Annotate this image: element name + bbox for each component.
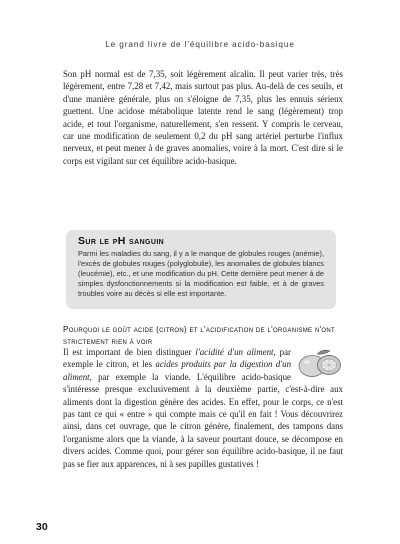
section-heading: Pourquoi le goût acide (citron) et l'acidification de l'organisme n'ont strictement rien à voir	[63, 325, 335, 346]
paragraph-text: Il est important de bien distinguer	[63, 347, 196, 357]
running-head: Le grand livre de l'équilibre acido-basique	[105, 40, 295, 49]
info-box-title: Sur le pH sanguin	[78, 235, 165, 247]
emphasis-text: acides produits par la digestion d'un aliment	[63, 359, 292, 382]
emphasis-text: l'acidité d'un aliment	[195, 347, 274, 357]
paragraph-text: , par exemple le citron, et les	[63, 347, 291, 370]
info-box	[66, 230, 336, 309]
info-box-text: Parmi les maladies du sang, il y a le manque de globules rouges (anémie), l'excès de globules rouges (polyglobulie), les anomalies de globules blancs (leucémie), etc., et une modification du pH. Cette dernière peut mener à de simples dysfonctionnements si la modification est faible, et à de graves troubles voire au décès si elle est importante.	[78, 249, 324, 298]
page-number: 30	[36, 521, 48, 533]
lemon-illustration	[297, 346, 343, 380]
section-paragraph	[63, 346, 343, 470]
paragraph-text: , par exemple la viande. L'équilibre acido-basique s'intéresse presque exclusivement à la deuxième partie, c'est-à-dire aux aliments dont la digestion génère des acides. En effet, pour le corps, ce n'est pas tant ce qui « entre » qui compte mais ce qu'il en fait ! Vous découvrirez ainsi, dans cet ouvrage, que le citron génère, finalement, des tampons dans l'organisme alors que la viande, à la saveur pourtant douce, se décompose en divers acides. Comme quoi, pour gérer son équilibre acido-basique, il ne faut pas se fier aux apparences, ni à ses papilles gustatives !	[63, 371, 343, 469]
body-paragraph: Son pH normal est de 7,35, soit légèrement alcalin. Il peut varier très, très légèrement, entre 7,28 et 7,42, mais surtout pas plus. Au-delà de ces seuils, et d'une manière générale, plus on s'éloigne de 7,35, plus les ennuis sérieux guettent. Une acidose métabolique latente rend le sang (légèrement) trop acide, et tout l'organisme, naturellement, s'en ressent. Y compris le cerveau, car une modification de seulement 0,2 du pH sang artériel perturbe l'influx nerveux, et peut mener à de graves anomalies, voire à la mort. C'est dire si le corps est vigilant sur cet équilibre acido-basique.	[63, 69, 343, 166]
